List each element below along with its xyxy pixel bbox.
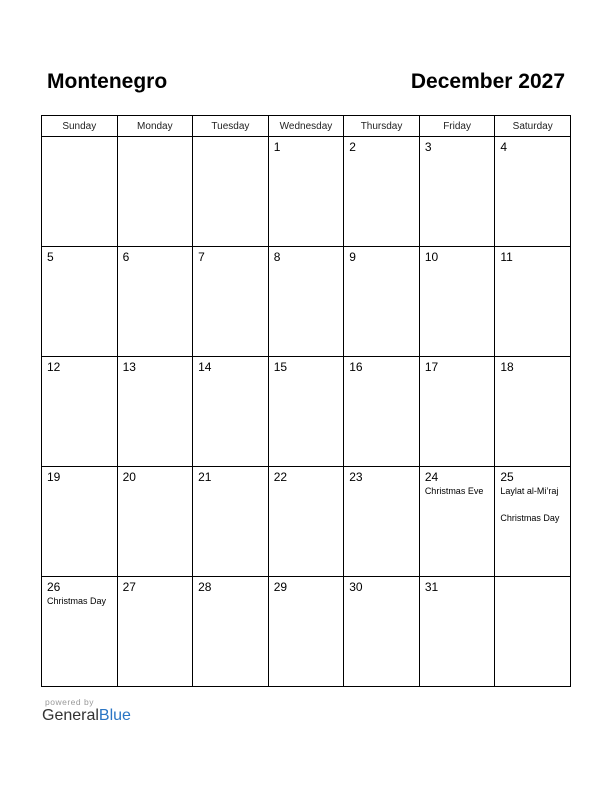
day-number: 28	[198, 580, 212, 594]
week-row	[42, 577, 571, 687]
day-cell	[117, 577, 193, 687]
day-number: 9	[349, 250, 356, 264]
weekday-monday: Monday	[117, 116, 193, 137]
powered-by-text: powered by	[45, 697, 94, 707]
day-cell	[268, 247, 344, 357]
day-cell	[42, 577, 118, 687]
day-number: 21	[198, 470, 212, 484]
country-title: Montenegro	[47, 70, 168, 93]
weekday-thursday: Thursday	[344, 116, 420, 137]
weekday-friday: Friday	[419, 116, 495, 137]
day-number: 2	[349, 140, 356, 154]
day-cell	[495, 577, 571, 687]
day-number: 8	[273, 250, 281, 264]
day-cell	[344, 467, 420, 577]
day-cell	[268, 577, 344, 687]
day-number: 22	[273, 470, 288, 484]
weekday-tuesday: Tuesday	[193, 116, 269, 137]
day-cell	[193, 357, 269, 467]
day-cell	[344, 577, 420, 687]
day-cell	[42, 357, 118, 467]
day-number: 11	[500, 250, 513, 264]
day-cell	[42, 137, 118, 247]
footer-branding	[42, 697, 131, 725]
day-number: 3	[424, 140, 432, 154]
day-cell	[117, 467, 193, 577]
day-number: 4	[500, 140, 508, 154]
day-cell	[193, 467, 269, 577]
holiday-label: Christmas Day	[500, 513, 560, 523]
day-cell	[42, 467, 118, 577]
weekday-saturday: Saturday	[495, 116, 571, 137]
day-number: 30	[349, 580, 363, 594]
day-number: 19	[47, 470, 61, 484]
day-number: 15	[273, 360, 288, 374]
brand-blue-text: Blue	[98, 707, 131, 724]
weekday-wednesday: Wednesday	[268, 116, 344, 137]
week-row	[42, 137, 571, 247]
day-number: 6	[122, 250, 130, 264]
day-cell	[268, 467, 344, 577]
day-number: 20	[122, 470, 136, 484]
day-cell	[344, 357, 420, 467]
day-number: 18	[500, 360, 514, 374]
holiday-label: Christmas Day	[47, 596, 107, 606]
calendar-grid	[41, 115, 571, 687]
day-number: 25	[500, 470, 514, 484]
day-cell	[344, 137, 420, 247]
day-number: 29	[273, 580, 288, 594]
day-number: 23	[349, 470, 363, 484]
day-number: 24	[424, 470, 439, 484]
day-number: 17	[424, 360, 439, 374]
brand-general-text: General	[42, 707, 99, 724]
holiday-label: Laylat al-Mi’raj	[500, 486, 559, 496]
day-cell	[419, 247, 495, 357]
day-number: 27	[122, 580, 136, 594]
day-number: 1	[273, 140, 281, 154]
day-number: 12	[47, 360, 61, 374]
day-number: 5	[47, 250, 54, 264]
day-number: 26	[47, 580, 61, 594]
day-cell	[419, 137, 495, 247]
week-row	[42, 247, 571, 357]
day-cell	[117, 137, 193, 247]
day-cell	[268, 137, 344, 247]
day-number: 10	[424, 250, 439, 264]
day-cell	[495, 137, 571, 247]
day-cell	[419, 467, 495, 577]
day-cell	[117, 357, 193, 467]
day-cell	[419, 577, 495, 687]
day-cell	[419, 357, 495, 467]
day-number: 14	[198, 360, 212, 374]
day-cell	[42, 247, 118, 357]
holiday-label: Christmas Eve	[424, 486, 484, 496]
day-number: 31	[424, 580, 439, 594]
month-title: December 2027	[410, 70, 565, 93]
day-cell	[268, 357, 344, 467]
generalblue-logo	[42, 707, 131, 725]
day-cell	[344, 247, 420, 357]
weekday-header-row	[42, 116, 571, 137]
day-cell	[495, 467, 571, 577]
day-cell	[495, 357, 571, 467]
weekday-sunday: Sunday	[42, 116, 118, 137]
day-cell	[117, 247, 193, 357]
day-number: 13	[122, 360, 136, 374]
week-row	[42, 467, 571, 577]
week-row	[42, 357, 571, 467]
day-cell	[193, 247, 269, 357]
day-cell	[495, 247, 571, 357]
day-cell	[193, 577, 269, 687]
day-cell	[193, 137, 269, 247]
day-number: 7	[198, 250, 205, 264]
day-number: 16	[349, 360, 363, 374]
